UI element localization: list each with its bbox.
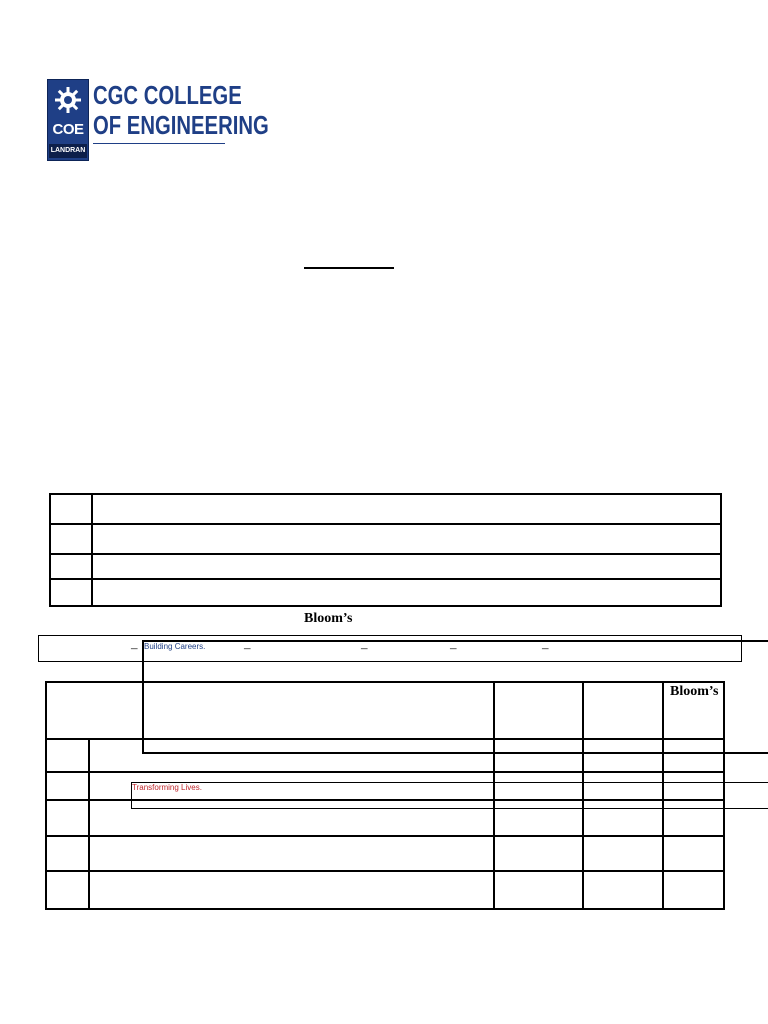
- questions-table: [45, 681, 725, 910]
- info-table: [49, 493, 722, 607]
- seal-place: LANDRAN: [49, 144, 87, 158]
- level-separator: –: [450, 640, 457, 655]
- level-separator: –: [244, 640, 251, 655]
- questions-table-column-divider: [88, 738, 90, 908]
- questions-table-row-divider: [47, 799, 723, 801]
- college-name-line1: CGC COLLEGE: [93, 80, 242, 110]
- tagline-part1: Building Careers.: [142, 640, 768, 754]
- questions-table-column-divider: [582, 683, 584, 908]
- seal-text: COE: [52, 121, 84, 138]
- questions-table-row-divider: [47, 870, 723, 872]
- logo-rule: [93, 143, 225, 144]
- info-table-row-divider: [51, 578, 720, 580]
- questions-table-row-divider: [47, 738, 723, 740]
- questions-table-column-divider: [493, 683, 495, 908]
- questions-table-column-divider: [662, 683, 664, 908]
- level-separator: –: [131, 640, 138, 655]
- tagline-part2: Transforming Lives.: [131, 782, 768, 809]
- college-seal: [47, 79, 89, 161]
- questions-table-row-divider: [47, 771, 723, 773]
- level-separator: –: [542, 640, 549, 655]
- questions-table-row-divider: [47, 835, 723, 837]
- blooms-heading: Bloom’s: [304, 611, 353, 626]
- blooms-levels-row: [38, 635, 742, 662]
- college-name-line2: OF ENGINEERING: [93, 110, 269, 140]
- info-table-column-divider: [91, 495, 93, 605]
- gear-emblem-icon: [54, 86, 82, 114]
- title-underline: [304, 267, 394, 269]
- info-table-row-divider: [51, 523, 720, 525]
- blooms-column-header: Bloom’s: [670, 684, 719, 699]
- college-logo: [47, 79, 269, 792]
- level-separator: –: [361, 640, 368, 655]
- info-table-row-divider: [51, 553, 720, 555]
